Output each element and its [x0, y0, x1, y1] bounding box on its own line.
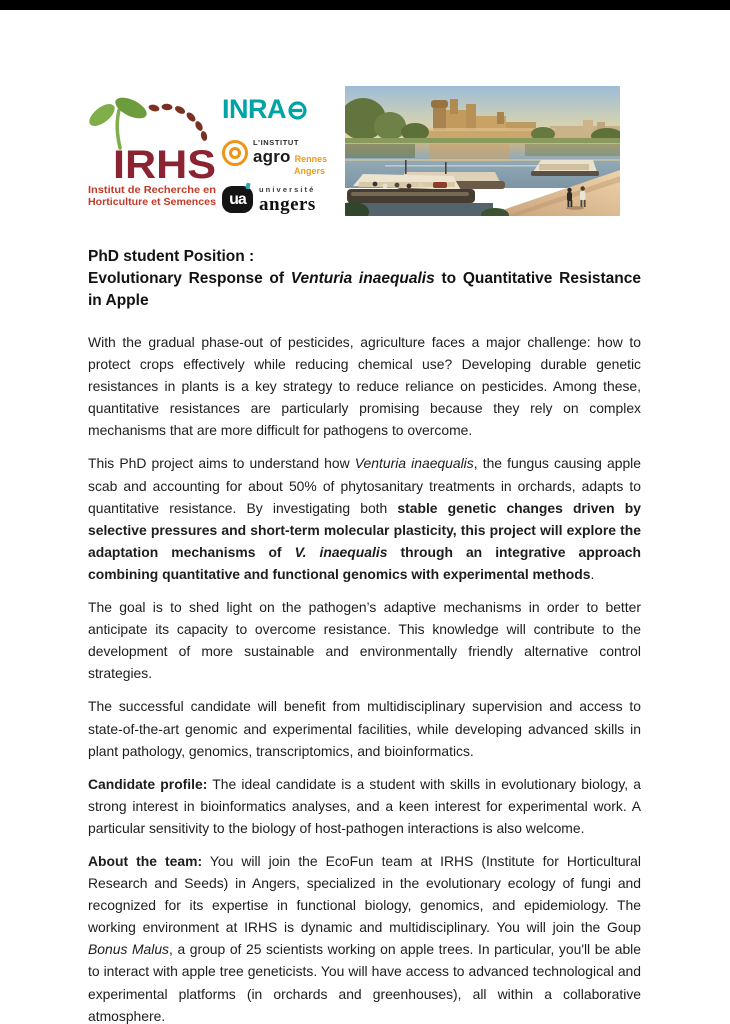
riverside-scene-illustration [345, 86, 620, 216]
paragraph-context: With the gradual phase-out of pesticides, agriculture faces a major challenge: how to protect crops effectively while reducing chemical use? Developing durable genetic resistances in plants is a key strategy to reduce reliance on pesticides. Among these, quantitative resistances are particularly promising because they rely on complex mechanisms that are more difficult for pathogens to overcome. [88, 334, 641, 439]
paragraph-benefits: The successful candidate will benefit from multidisciplinary supervision and access to state-of-the-art genomic and experimental facilities, while developing advanced skills in plant pathology, genomics, transcriptomics, and bioinformatics. [88, 698, 641, 759]
paragraph-about-team: About the team: You will join the EcoFun team at IRHS (Institute for Horticultural Research and Seeds) in Angers, specialized in the evolutionary ecology of fungi and recognized for its expertise in functional biology, genomics, and epidemiology. The working environment at IRHS is dynamic and multidisciplinary. You will join the Goup Bonus Malus, a group of 25 scientists working on apple trees. In particular, you'll be able to interact with apple tree geneticists. You will have access to advanced technological and experimental platforms (in orchards and greenhouses), all within a collaborative atmosphere. [88, 852, 641, 1024]
ua-badge-icon: ua [222, 186, 253, 213]
inrae-e-glyph [287, 100, 308, 121]
title-line1: PhD student Position : [88, 248, 255, 265]
universite-angers-logo [222, 186, 328, 214]
institut-agro-line1: L'INSTITUT [253, 138, 300, 147]
title-line2: Evolutionary Response of Venturia inaequalis to Quantitative Resistance in Apple [88, 270, 641, 309]
institut-agro-icon [222, 140, 248, 166]
ua-angers-label: angers [259, 193, 316, 215]
irhs-logo [86, 96, 218, 210]
paragraph-goal: The goal is to shed light on the pathogen’s adaptive mechanisms in order to better anticipate its capacity to overcome resistance. This knowledge will contribute to the development of more sustainable and environmentally friendly alternative control strategies. [88, 599, 641, 682]
angers-riverside-photo [345, 86, 620, 216]
scan-top-black-bar [0, 0, 730, 10]
paragraph-project: This PhD project aims to understand how Venturia inaequalis, the fungus causing apple scab and accounting for about 50% of phytosanitary treatments in orchards, adapts to quantitative resistance. By investigating both stable genetic changes driven by selective pressures and short-term molecular plasticity, this project will explore the adaptation mechanisms of V. inaequalis through an integrative approach combining quantitative and functional genomics with experimental methods. [88, 455, 642, 582]
institut-agro-campus-angers: Angers [293, 165, 325, 176]
irhs-acronym: IRHS [113, 143, 216, 187]
institut-agro-logo [222, 137, 328, 177]
institut-agro-wordmark: agro [253, 146, 291, 166]
irhs-tagline-line1: Institut de Recherche en [88, 184, 216, 196]
position-title [88, 246, 641, 312]
inrae-wordmark: INRA [222, 93, 286, 124]
institut-agro-campus-rennes: Rennes [294, 153, 328, 164]
paragraph-candidate-profile: Candidate profile: The ideal candidate is a student with skills in evolutionary biology, a strong interest in bioinformatics analyses, and a keen interest for experimental work. A particular sensitivity to the biology of host-pathogen interactions is also welcome. [88, 775, 641, 836]
seed-arc-icon [148, 103, 208, 141]
irhs-plant-icon [86, 96, 218, 210]
partner-logos-column [222, 94, 328, 214]
inrae-logo [222, 94, 328, 124]
irhs-tagline-line2: Horticulture et Semences [88, 196, 217, 208]
document-body [88, 246, 641, 1024]
ua-universite-label: université [259, 185, 316, 194]
pontoon-boat [531, 160, 599, 176]
